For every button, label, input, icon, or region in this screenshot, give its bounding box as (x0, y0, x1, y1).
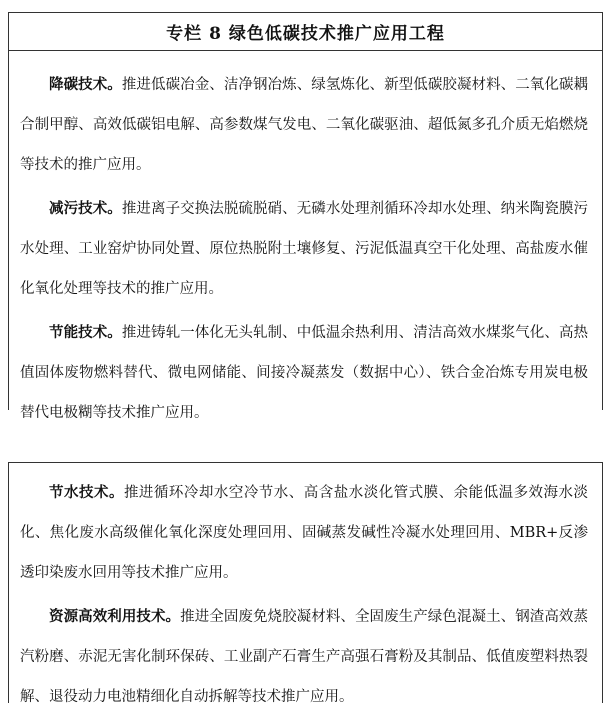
panel-lower (8, 462, 603, 703)
section-water-saving (20, 473, 588, 593)
panel-content-upper (9, 51, 602, 433)
section-term: 节能技术。 (49, 324, 122, 341)
panel-upper (8, 12, 603, 421)
section-energy-saving (20, 313, 588, 433)
section-text: 推进铸轧一体化无头轧制、中低温余热利用、清洁高效水煤浆气化、高热值固体废物燃料替代、微电网储能、间接冷凝蒸发（数据中心）、铁合金冶炼专用炭电极替代电极糊等技术推广应用。 (20, 325, 589, 421)
section-text: 推进全固废免烧胶凝材料、全固废生产绿色混凝土、钢渣高效蒸汽粉磨、赤泥无害化制环保砖、工业副产石膏生产高强石膏粉及其制品、低值废塑料热裂解、退役动力电池精细化自动拆解等技术推广应用。 (20, 609, 588, 705)
section-carbon-reduction (20, 65, 588, 185)
section-term: 减污技术。 (49, 200, 122, 217)
section-resource-utilization (20, 597, 588, 717)
section-text: 推进低碳冶金、洁净钢冶炼、绿氢炼化、新型低碳胶凝材料、二氧化碳耦合制甲醇、高效低碳铝电解、高参数煤气发电、二氧化碳驱油、超低氮多孔介质无焰燃烧等技术的推广应用。 (20, 77, 589, 173)
section-text: 推进循环冷却水空冷节水、高含盐水淡化管式膜、余能低温多效海水淡化、焦化废水高级催化氧化深度处理回用、固碱蒸发碱性冷凝水处理回用、MBR+反渗透印染废水回用等技术推广应用。 (20, 485, 589, 581)
section-term: 资源高效利用技术。 (49, 608, 181, 625)
section-text: 推进离子交换法脱硫脱硝、无磷水处理剂循环冷却水处理、纳米陶瓷膜污水处理、工业窑炉协同处置、原位热脱附土壤修复、污泥低温真空干化处理、高盐废水催化氧化处理等技术的推广应用。 (20, 201, 589, 297)
section-pollution-reduction (20, 189, 588, 309)
section-term: 节水技术。 (49, 484, 124, 501)
panel-title: 专栏 8 绿色低碳技术推广应用工程 (9, 13, 602, 51)
section-term: 降碳技术。 (49, 76, 122, 93)
panel-content-lower (9, 463, 602, 717)
